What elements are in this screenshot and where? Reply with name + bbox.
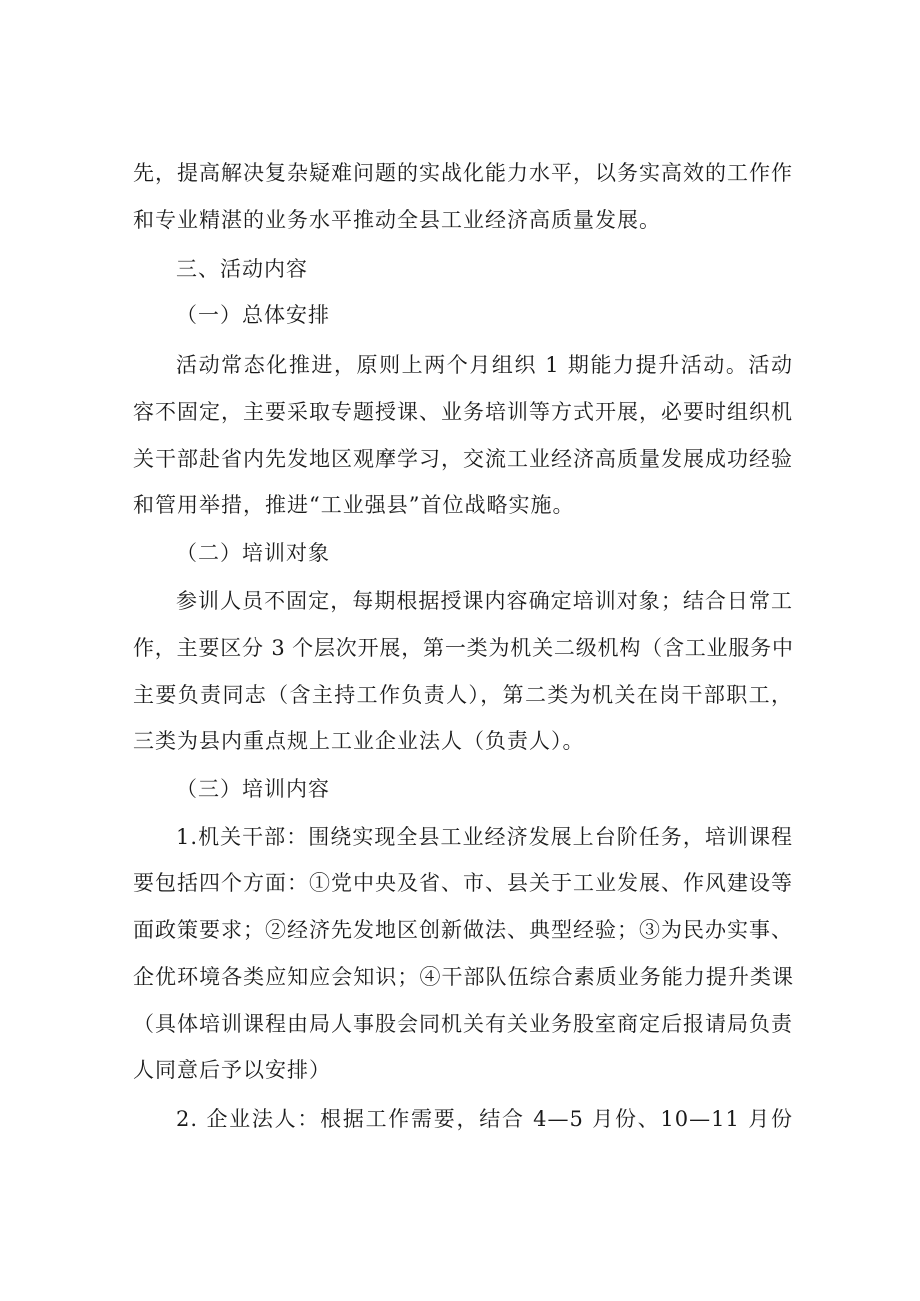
paragraph-line: 先，提高解决复杂疑难问题的实战化能力水平，以务实高效的工作作 <box>133 161 793 185</box>
paragraph-line: 三类为县内重点规上工业企业法人（负责人）。 <box>133 729 585 753</box>
subsection-heading: （二）培训对象 <box>176 541 330 565</box>
subsection-heading: （三）培训内容 <box>176 777 330 801</box>
paragraph-line: 1.机关干部：围绕实现全县工业经济发展上台阶任务，培训课程 <box>176 825 793 849</box>
paragraph-line: 面政策要求；②经济先发地区创新做法、典型经验；③为民办实事、 <box>133 918 793 942</box>
paragraph-line: 容不固定，主要采取专题授课、业务培训等方式开展，必要时组织机 <box>133 400 793 424</box>
paragraph-line: 要包括四个方面：①党中央及省、市、县关于工业发展、作风建设等 <box>133 871 793 895</box>
subsection-heading: （一）总体安排 <box>176 303 330 327</box>
paragraph-line: 作，主要区分 3 个层次开展，第一类为机关二级机构（含工业服务中 <box>133 636 793 660</box>
paragraph-line: 人同意后予以安排） <box>133 1058 331 1082</box>
paragraph-line: 和专业精湛的业务水平推动全县工业经济高质量发展。 <box>133 208 661 232</box>
paragraph-line: 企优环境各类应知应会知识；④干部队伍综合素质业务能力提升类课 <box>133 965 793 989</box>
paragraph-line: 主要负责同志（含主持工作负责人），第二类为机关在岗干部职工， <box>133 683 793 707</box>
paragraph-line: 参训人员不固定，每期根据授课内容确定培训对象；结合日常工 <box>176 589 793 613</box>
paragraph-line: 关干部赴省内先发地区观摩学习，交流工业经济高质量发展成功经验 <box>133 447 793 471</box>
section-heading: 三、活动内容 <box>176 257 308 281</box>
paragraph-line: 2. 企业法人：根据工作需要，结合 4—5 月份、10—11 月份 <box>176 1107 793 1131</box>
paragraph-line: （具体培训课程由局人事股会同机关有关业务股室商定后报请局负责 <box>133 1012 793 1036</box>
paragraph-line: 和管用举措，推进“工业强县”首位战略实施。 <box>133 493 575 517</box>
paragraph-line: 活动常态化推进，原则上两个月组织 1 期能力提升活动。活动 <box>176 353 793 377</box>
